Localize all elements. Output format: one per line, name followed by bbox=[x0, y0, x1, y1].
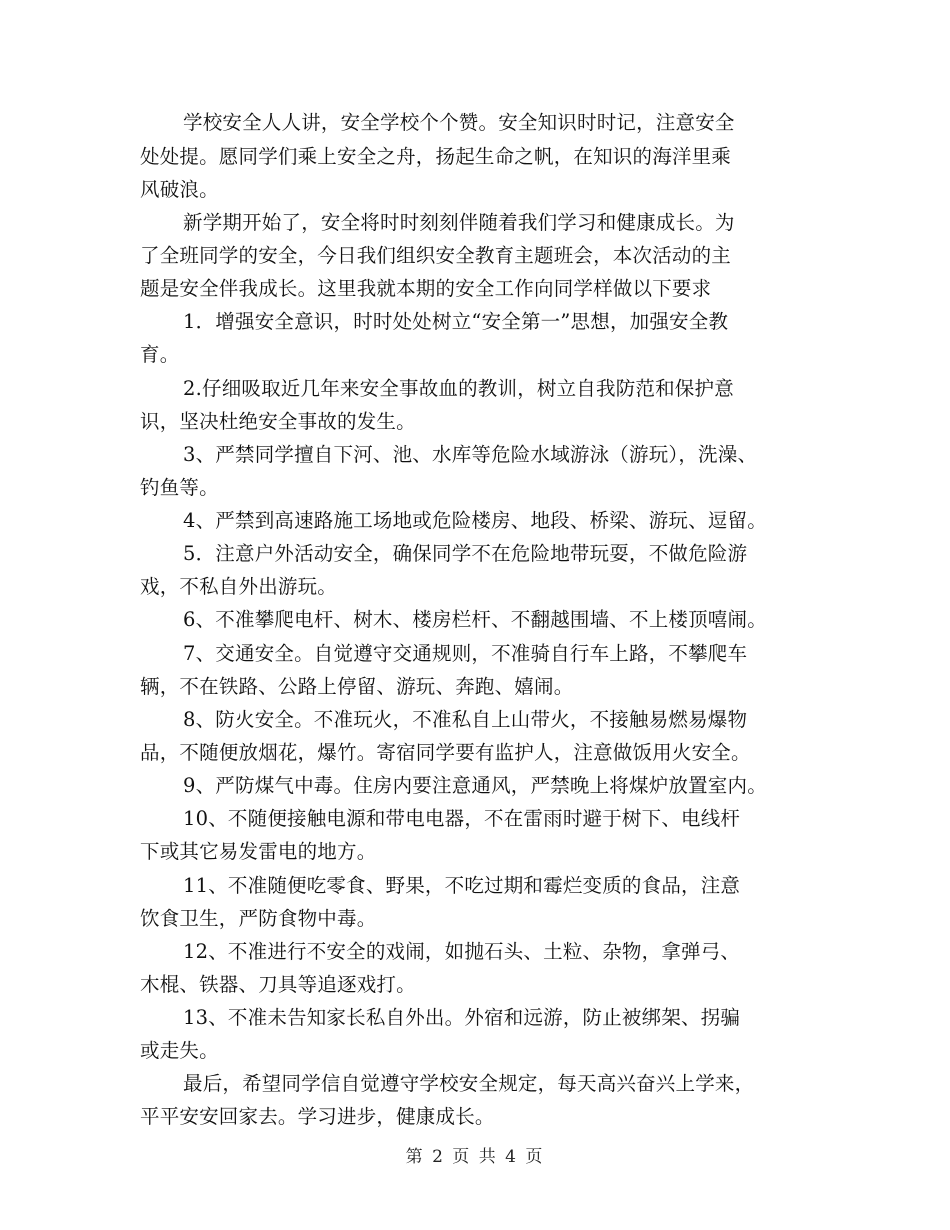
text-line: 11、不准随便吃零食、野果，不吃过期和霉烂变质的食品，注意 bbox=[183, 874, 741, 897]
text-line: 4、严禁到高速路施工场地或危险楼房、地段、桥梁、游玩、逗留。 bbox=[183, 509, 767, 532]
text-line: 新学期开始了，安全将时时刻刻伴随着我们学习和健康成长。为 bbox=[183, 211, 735, 234]
text-line: 平平安安回家去。学习进步，健康成长。 bbox=[140, 1105, 495, 1128]
text-line: 最后，希望同学信自觉遵守学校安全规定，每天高兴奋兴上学来， bbox=[183, 1072, 755, 1095]
text-line: 辆，不在铁路、公路上停留、游玩、奔跑、嬉闹。 bbox=[140, 675, 574, 698]
text-line: 2.仔细吸取近几年来安全事故血的教训，树立自我防范和保护意 bbox=[183, 377, 734, 400]
text-line: 9、严防煤气中毒。住房内要注意通风，严禁晚上将煤炉放置室内。 bbox=[183, 774, 767, 797]
text-line: 8、防火安全。不准玩火，不准私自上山带火，不接触易燃易爆物 bbox=[183, 708, 748, 731]
text-line: 1．增强安全意识，时时处处树立“安全第一”思想，加强安全教 bbox=[183, 310, 729, 333]
text-line: 处处提。愿同学们乘上安全之舟，扬起生命之帆，在知识的海洋里乘 bbox=[140, 145, 732, 168]
text-line: 7、交通安全。自觉遵守交通规则，不准骑自行车上路，不攀爬车 bbox=[183, 642, 748, 665]
text-line: 品，不随便放烟花，爆竹。寄宿同学要有监护人，注意做饭用火安全。 bbox=[140, 741, 751, 764]
text-line: 或走失。 bbox=[140, 1039, 219, 1062]
text-line: 了全班同学的安全，今日我们组织安全教育主题班会，本次活动的主 bbox=[140, 244, 732, 267]
text-line: 学校安全人人讲，安全学校个个赞。安全知识时时记，注意安全 bbox=[183, 111, 735, 134]
text-line: 木棍、铁器、刀具等追逐戏打。 bbox=[140, 973, 416, 996]
text-line: 10、不随便接触电源和带电电器，不在雷雨时避于树下、电线杆 bbox=[183, 807, 741, 830]
text-line: 5．注意户外活动安全，确保同学不在危险地带玩耍，不做危险游 bbox=[183, 542, 748, 565]
text-line: 下或其它易发雷电的地方。 bbox=[140, 840, 377, 863]
text-line: 戏，不私自外出游玩。 bbox=[140, 575, 338, 598]
text-line: 13、不准未告知家长私自外出。外宿和远游，防止被绑架、拐骗 bbox=[183, 1006, 741, 1029]
text-line: 3、严禁同学擅自下河、池、水库等危险水域游泳（游玩），洗澡、 bbox=[183, 443, 758, 466]
text-line: 6、不准攀爬电杆、树木、楼房栏杆、不翻越围墙、不上楼顶嘻闹。 bbox=[183, 608, 767, 631]
page-number-footer: 第 2 页 共 4 页 bbox=[405, 1147, 545, 1167]
text-line: 识，坚决杜绝安全事故的发生。 bbox=[140, 410, 416, 433]
text-line: 风破浪。 bbox=[140, 178, 219, 201]
text-line: 12、不准进行不安全的戏闹，如抛石头、土粒、杂物，拿弹弓、 bbox=[183, 940, 741, 963]
text-line: 饮食卫生，严防食物中毒。 bbox=[140, 907, 377, 930]
text-line: 题是安全伴我成长。这里我就本期的安全工作向同学样做以下要求 bbox=[140, 277, 712, 300]
text-line: 钓鱼等。 bbox=[140, 476, 219, 499]
text-line: 育。 bbox=[140, 343, 180, 366]
